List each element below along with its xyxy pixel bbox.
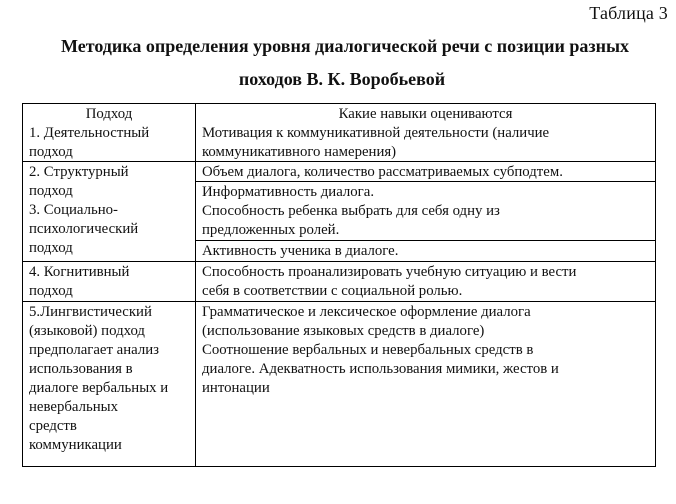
row-divider [23,261,655,262]
skills-linguistic: Грамматическое и лексическое оформление диалога (использование языковых средств в диалоге) Соотношение вербальных и невербальных средств в диалоге. Адекватность использования мимики, жестов и интонации [202,304,559,396]
approach-cognitive: 4. Когнитивный подход [29,264,130,299]
header-approach: Подход [85,106,133,122]
row-divider [23,301,655,302]
skills-cognitive: Способность проанализировать учебную ситуацию и вести себя в соответствии с социальной ролью. [202,264,577,299]
skills-informativeness: Информативность диалога. [202,184,375,200]
skills-dialog-volume: Объем диалога, количество рассматриваемых субподтем. [202,164,563,180]
skills-activity: Мотивация к коммуникативной деятельности (наличие коммуникативного намерения) [202,125,550,160]
skills-activity-level: Активность ученика в диалоге. [202,243,399,259]
skills-role-choice: Способность ребенка выбрать для себя одну из предложенных ролей. [202,203,500,238]
document-title-line2: походов В. К. Воробьевой [238,69,446,89]
header-skills: Какие навыки оцениваются [338,106,513,122]
approach-linguistic: 5.Лингвистический (языковой) подход предполагает анализ использования в диалоге вербальных и невербальных средств коммуникации [29,304,169,453]
approach-structural-social: 2. Структурный подход 3. Социально- психологический подход [29,164,139,256]
document-title-line1: Методика определения уровня диалогической речи с позиции разных [60,36,630,56]
approach-activity: 1. Деятельностный подход [29,125,150,160]
table-caption: Таблица 3 [589,3,668,23]
methodology-table [22,103,656,467]
column-divider [195,104,196,466]
row-divider [195,240,655,241]
